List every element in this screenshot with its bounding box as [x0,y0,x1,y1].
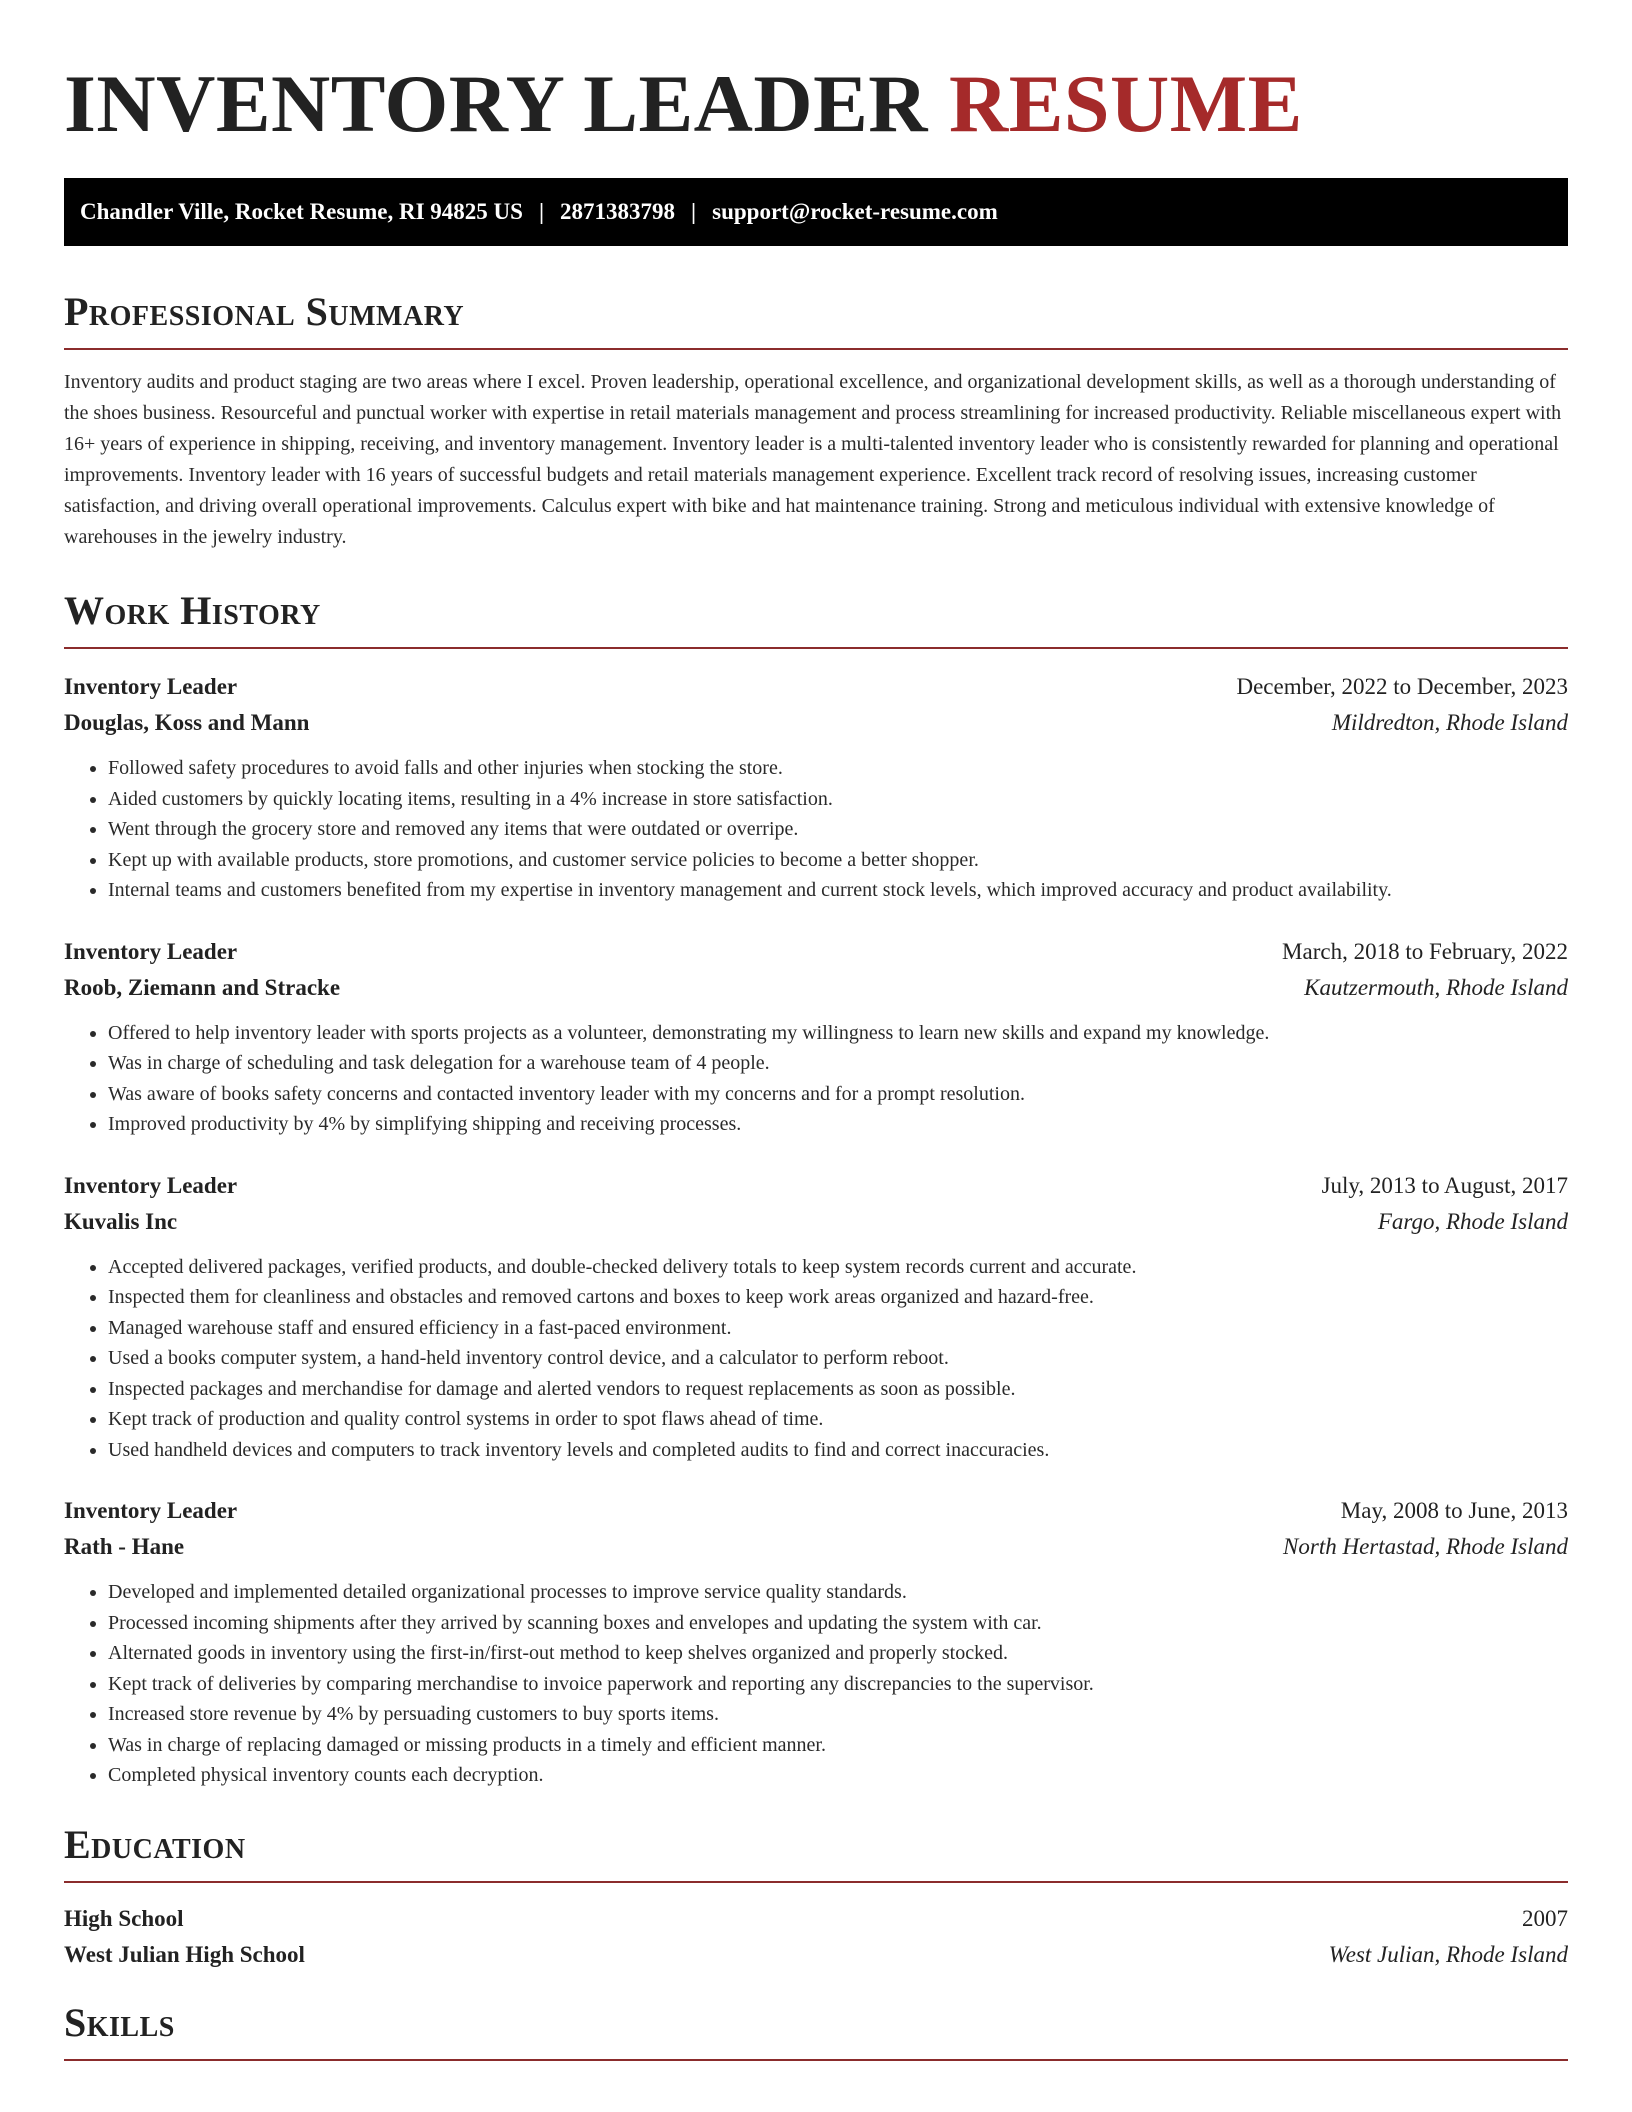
work-history-heading: Work History [64,587,1568,649]
education-degree: High School [64,1905,184,1931]
title-accent: RESUME [949,58,1303,149]
contact-email: support@rocket-resume.com [712,199,998,224]
job-company: Rath - Hane [64,1534,185,1559]
job-bullet: • Was in charge of scheduling and task delegation for a warehouse team of 4 people. [108,1048,1568,1079]
job-bullet: • Followed safety procedures to avoid falls and other injuries when stocking the store. [108,753,1568,784]
job-bullet: • Developed and implemented detailed organizational processes to improve service quality standards. [108,1577,1568,1608]
job-bullet: • Inspected them for cleanliness and obstacles and removed cartons and boxes to keep work areas organized and hazard-free. [108,1282,1568,1313]
job-dates: March, 2018 to February, 2022 [1282,938,1568,964]
education-heading: Education [64,1821,1568,1883]
resume-page [64,0,1568,2061]
contact-separator: | [691,199,697,224]
job-bullet: • Increased store revenue by 4% by persuading customers to buy sports items. [108,1699,1568,1730]
job-bullet: • Internal teams and customers benefited from my expertise in inventory management and current stock levels, which improved accuracy and product availability. [108,875,1568,906]
job-location: Kautzermouth, Rhode Island [1304,974,1568,1000]
job-title: Inventory Leader [64,674,238,699]
job-company: Kuvalis Inc [64,1208,178,1234]
job-location: Mildredton, Rhode Island [1331,710,1568,735]
education-entry [64,1901,1568,1973]
job-bullet: • Went through the grocery store and removed any items that were outdated or overripe. [108,814,1568,845]
job-bullets [64,753,1568,906]
job-bullet: • Was aware of books safety concerns and contacted inventory leader with my concerns and for a prompt resolution. [108,1079,1568,1110]
job-bullet: • Aided customers by quickly locating items, resulting in a 4% increase in store satisfaction. [108,784,1568,815]
job-bullet: • Used handheld devices and computers to track inventory levels and completed audits to find and correct inaccuracies. [108,1435,1568,1466]
contact-address: Chandler Ville, Rocket Resume, RI 94825 US [80,199,523,224]
title-main: INVENTORY LEADER [64,58,928,149]
resume-title [64,58,1568,150]
contact-phone: 2871383798 [560,199,676,224]
job-bullet: • Processed incoming shipments after they arrived by scanning boxes and envelopes and updating the system with car. [108,1608,1568,1639]
job-title: Inventory Leader [64,1172,238,1198]
job-entry [64,1168,1568,1466]
job-bullet: • Used a books computer system, a hand-held inventory control device, and a calculator to perform reboot. [108,1343,1568,1374]
skills-heading: Skills [64,1999,1568,2061]
job-location: Fargo, Rhode Island [1377,1208,1568,1234]
job-location: North Hertastad, Rhode Island [1283,1534,1568,1559]
job-bullet: • Kept track of deliveries by comparing merchandise to invoice paperwork and reporting any discrepancies to the supervisor. [108,1669,1568,1700]
job-entry [64,934,1568,1140]
job-title: Inventory Leader [64,938,238,964]
education-year: 2007 [1522,1905,1568,1931]
job-bullet: • Kept track of production and quality control systems in order to spot flaws ahead of time. [108,1404,1568,1435]
education-location: West Julian, Rhode Island [1328,1941,1568,1967]
job-bullet: • Improved productivity by 4% by simplifying shipping and receiving processes. [108,1109,1568,1140]
job-dates: July, 2013 to August, 2017 [1321,1172,1568,1198]
summary-heading: Professional Summary [64,288,1568,350]
contact-bar [64,178,1568,246]
job-title: Inventory Leader [64,1498,238,1523]
job-bullet: • Alternated goods in inventory using the first-in/first-out method to keep shelves organized and properly stocked. [108,1638,1568,1669]
job-bullet: • Accepted delivered packages, verified products, and double-checked delivery totals to keep system records current and accurate. [108,1252,1568,1283]
contact-separator: | [538,199,545,224]
job-company: Douglas, Koss and Mann [64,710,310,735]
job-company: Roob, Ziemann and Stracke [64,974,341,1000]
job-entry [64,1493,1568,1791]
job-bullet: • Was in charge of replacing damaged or missing products in a timely and efficient manner. [108,1730,1568,1761]
job-bullet: • Kept up with available products, store promotions, and customer service policies to become a better shopper. [108,845,1568,876]
job-bullets [64,1018,1568,1140]
job-bullet: • Managed warehouse staff and ensured efficiency in a fast-paced environment. [108,1313,1568,1344]
job-dates: May, 2008 to June, 2013 [1340,1498,1568,1523]
job-bullet: • Inspected packages and merchandise for damage and alerted vendors to request replacements as soon as possible. [108,1374,1568,1405]
job-bullet: • Offered to help inventory leader with sports projects as a volunteer, demonstrating my willingness to learn new skills and expand my knowledge. [108,1018,1568,1049]
summary-text: Inventory audits and product staging are two areas where I excel. Proven leadership, operational excellence, and organizational development skills, as well as a thorough understanding of the shoes business. Resourceful and punctual worker with expertise in retail materials management and process streamlining for increased productivity. Reliable miscellaneous expert with 16+ years of experience in shipping, receiving, and inventory management. Inventory leader is a multi-talented inventory leader who is consistently rewarded for planning and operational improvements. Inventory leader with 16 years of successful budgets and retail materials management experience. Excellent track record of resolving issues, increasing customer satisfaction, and driving overall operational improvements. Calculus expert with bike and hat maintenance training. Strong and meticulous individual with extensive knowledge of warehouses in the jewelry industry. [64,371,1562,548]
work-history-list [64,669,1568,1791]
job-dates: December, 2022 to December, 2023 [1236,674,1568,699]
education-school: West Julian High School [64,1941,305,1967]
job-entry [64,669,1568,906]
job-bullets [64,1577,1568,1791]
job-bullet: • Completed physical inventory counts each decryption. [108,1760,1568,1791]
job-bullets [64,1252,1568,1466]
